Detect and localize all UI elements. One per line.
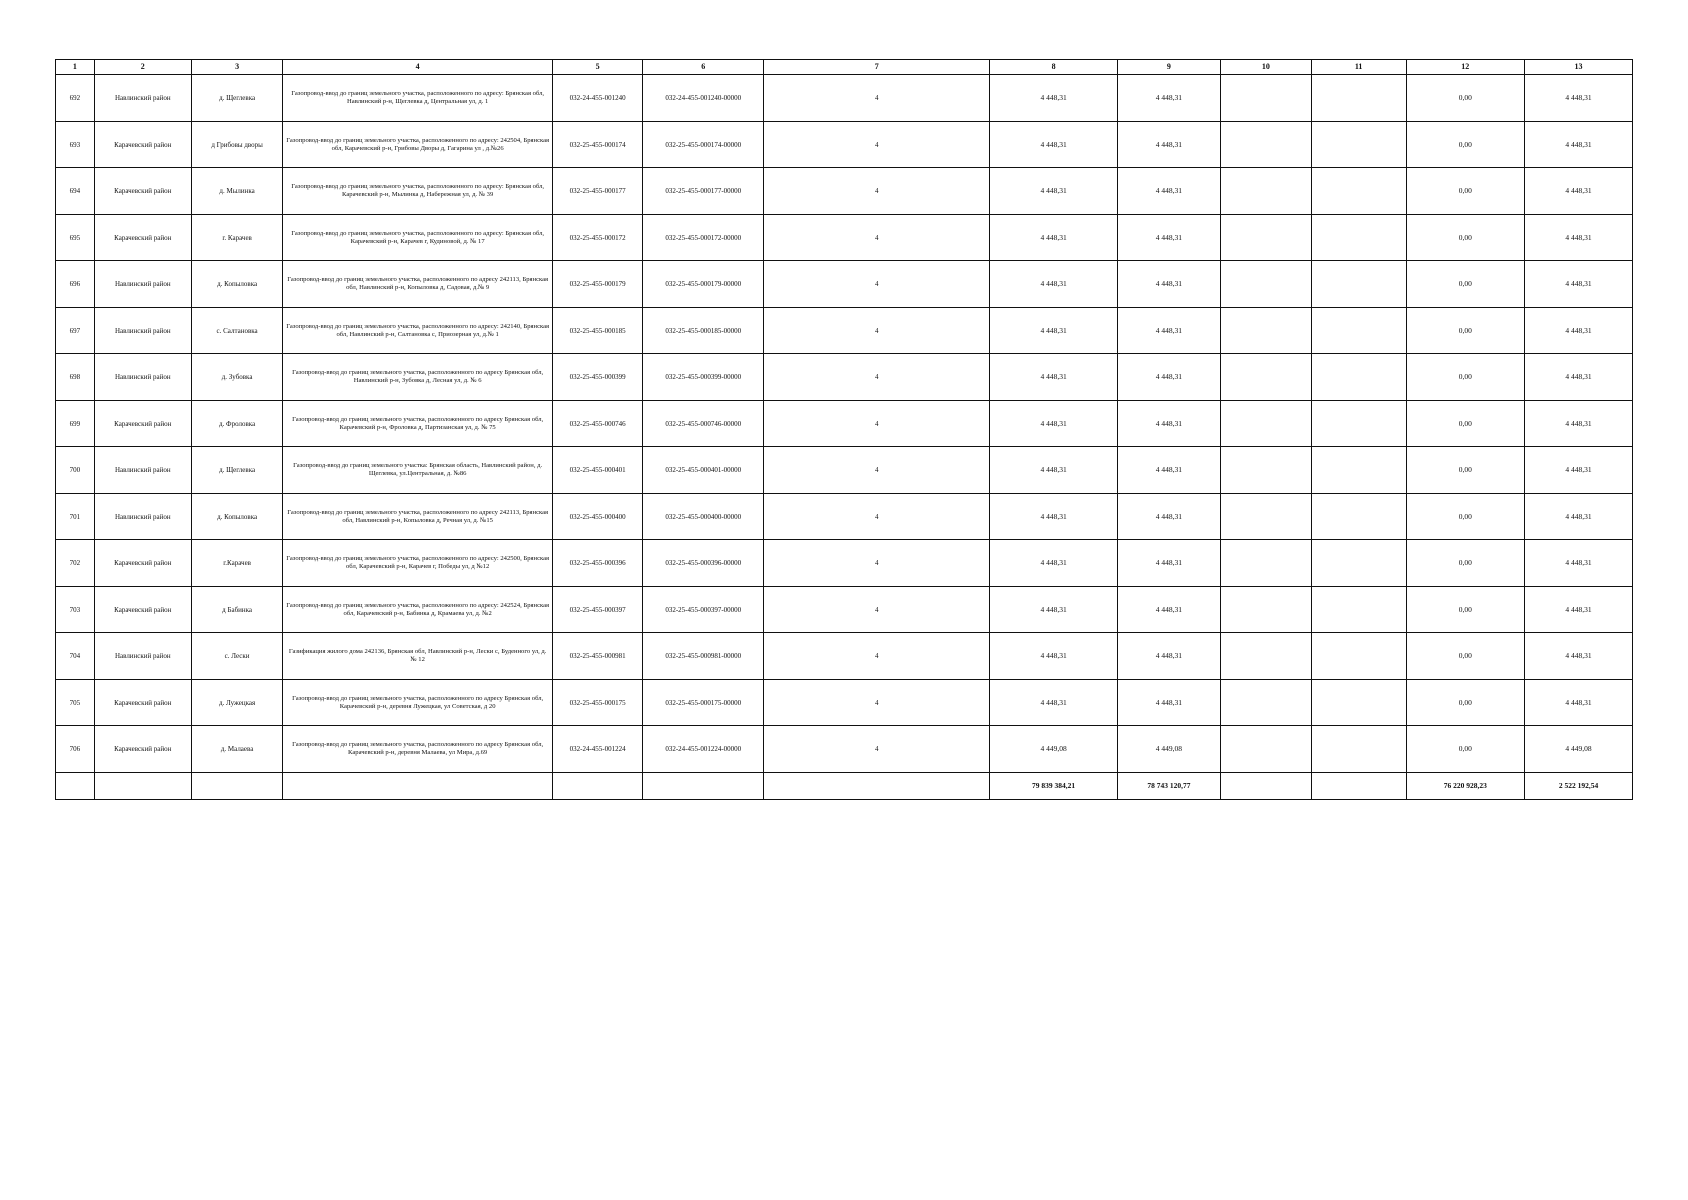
table-row <box>56 75 1633 122</box>
object-code-cell: 032-25-455-000746 <box>552 401 643 447</box>
locality-cell: г.Карачев <box>191 540 283 587</box>
category-cell: 4 <box>764 354 990 401</box>
value-col-11-cell <box>1311 308 1406 354</box>
column-header: 11 <box>1311 60 1406 75</box>
inventory-code-cell: 032-25-455-000399-00000 <box>643 354 764 401</box>
object-code-cell: 032-24-455-001224 <box>552 726 643 773</box>
value-col-11-cell <box>1311 447 1406 494</box>
column-header: 9 <box>1117 60 1220 75</box>
row-number-cell: 699 <box>56 401 95 447</box>
table-row <box>56 354 1633 401</box>
value-col-13-cell: 4 448,31 <box>1525 401 1633 447</box>
inventory-code-cell: 032-25-455-000174-00000 <box>643 122 764 168</box>
value-col-8-cell: 4 448,31 <box>990 587 1117 633</box>
value-col-9-cell: 4 448,31 <box>1117 354 1220 401</box>
value-col-13-cell: 4 449,08 <box>1525 726 1633 773</box>
district-cell: Карачевский район <box>94 215 191 261</box>
value-col-10-cell <box>1221 494 1312 540</box>
inventory-code-cell: 032-25-455-000177-00000 <box>643 168 764 215</box>
locality-cell: д. Зубовка <box>191 354 283 401</box>
locality-cell: д Грибовы дворы <box>191 122 283 168</box>
value-col-11-cell <box>1311 354 1406 401</box>
object-description-cell: Газопровод-ввод до границ земельного участка, расположенного по адресу: 242500, Брянская обл, Карачевский р-н, Карачев г, Победы ул, д №12 <box>283 540 552 587</box>
district-cell: Карачевский район <box>94 122 191 168</box>
row-number-cell: 700 <box>56 447 95 494</box>
value-col-9-cell: 4 448,31 <box>1117 633 1220 680</box>
total-cell <box>643 773 764 800</box>
row-number-cell: 704 <box>56 633 95 680</box>
table-row <box>56 215 1633 261</box>
value-col-11-cell <box>1311 540 1406 587</box>
value-col-9-cell: 4 449,08 <box>1117 726 1220 773</box>
object-description-cell: Газопровод-ввод до границ земельного участка, расположенного по адресу: Брянская обл, Карачевский р-н, Карачев г, Кудиновой, д. № 17 <box>283 215 552 261</box>
value-col-11-cell <box>1311 75 1406 122</box>
value-col-13-cell: 4 448,31 <box>1525 447 1633 494</box>
category-cell: 4 <box>764 168 990 215</box>
locality-cell: д. Лужецкая <box>191 680 283 726</box>
inventory-code-cell: 032-25-455-000396-00000 <box>643 540 764 587</box>
locality-cell: г. Карачев <box>191 215 283 261</box>
row-number-cell: 702 <box>56 540 95 587</box>
value-col-11-cell <box>1311 680 1406 726</box>
category-cell: 4 <box>764 447 990 494</box>
value-col-13-cell: 4 448,31 <box>1525 75 1633 122</box>
category-cell: 4 <box>764 680 990 726</box>
value-col-9-cell: 4 448,31 <box>1117 168 1220 215</box>
value-col-10-cell <box>1221 587 1312 633</box>
document-sheet <box>55 59 1633 800</box>
value-col-13-cell: 4 448,31 <box>1525 540 1633 587</box>
inventory-code-cell: 032-25-455-000400-00000 <box>643 494 764 540</box>
value-col-11-cell <box>1311 261 1406 308</box>
row-number-cell: 694 <box>56 168 95 215</box>
value-col-10-cell <box>1221 168 1312 215</box>
column-header: 1 <box>56 60 95 75</box>
value-col-9-cell: 4 448,31 <box>1117 215 1220 261</box>
inventory-code-cell: 032-25-455-000185-00000 <box>643 308 764 354</box>
value-col-13-cell: 4 448,31 <box>1525 354 1633 401</box>
object-description-cell: Газопровод-ввод до границ земельного участка, расположенного по адресу: Брянская обл, Навлинский р-н, Щеглевка д, Центральная ул, д. 1 <box>283 75 552 122</box>
column-header: 7 <box>764 60 990 75</box>
value-col-13-cell: 4 448,31 <box>1525 122 1633 168</box>
object-description-cell: Газопровод-ввод до границ земельного участка: Брянская область, Навлинский район, д. Щеглевка, ул.Центральная, д. №86 <box>283 447 552 494</box>
value-col-12-cell: 0,00 <box>1406 401 1525 447</box>
value-col-12-cell: 0,00 <box>1406 308 1525 354</box>
value-col-10-cell <box>1221 308 1312 354</box>
total-cell <box>764 773 990 800</box>
data-table <box>55 59 1633 800</box>
row-number-cell: 697 <box>56 308 95 354</box>
total-cell: 76 220 928,23 <box>1406 773 1525 800</box>
value-col-10-cell <box>1221 726 1312 773</box>
value-col-13-cell: 4 448,31 <box>1525 261 1633 308</box>
category-cell: 4 <box>764 215 990 261</box>
column-header: 4 <box>283 60 552 75</box>
value-col-10-cell <box>1221 215 1312 261</box>
district-cell: Карачевский район <box>94 540 191 587</box>
object-description-cell: Газопровод-ввод до границ земельного участка, расположенного по адресу 242113, Брянская обл, Навлинский р-н, Копыловка д, Речная ул, д. №15 <box>283 494 552 540</box>
object-description-cell: Газопровод-ввод до границ земельного участка, расположенного по адресу: Брянская обл, Карачевский р-н, Мылинка д, Набережная ул, д. № 39 <box>283 168 552 215</box>
object-description-cell: Газопровод-ввод до границ земельного участка, расположенного по адресу: 242140, Брянская обл, Навлинский р-н, Салтановка с, Приозерная ул, д.№ 1 <box>283 308 552 354</box>
value-col-13-cell: 4 448,31 <box>1525 215 1633 261</box>
value-col-13-cell: 4 448,31 <box>1525 308 1633 354</box>
object-code-cell: 032-25-455-000175 <box>552 680 643 726</box>
object-code-cell: 032-25-455-000179 <box>552 261 643 308</box>
value-col-8-cell: 4 448,31 <box>990 215 1117 261</box>
value-col-9-cell: 4 448,31 <box>1117 587 1220 633</box>
district-cell: Навлинский район <box>94 75 191 122</box>
value-col-9-cell: 4 448,31 <box>1117 540 1220 587</box>
value-col-8-cell: 4 448,31 <box>990 540 1117 587</box>
value-col-11-cell <box>1311 494 1406 540</box>
locality-cell: д. Щеглевка <box>191 447 283 494</box>
value-col-8-cell: 4 448,31 <box>990 447 1117 494</box>
row-number-cell: 692 <box>56 75 95 122</box>
object-code-cell: 032-24-455-001240 <box>552 75 643 122</box>
value-col-12-cell: 0,00 <box>1406 494 1525 540</box>
total-cell <box>191 773 283 800</box>
column-header: 5 <box>552 60 643 75</box>
total-cell <box>552 773 643 800</box>
value-col-10-cell <box>1221 447 1312 494</box>
value-col-12-cell: 0,00 <box>1406 168 1525 215</box>
value-col-9-cell: 4 448,31 <box>1117 75 1220 122</box>
value-col-9-cell: 4 448,31 <box>1117 401 1220 447</box>
value-col-8-cell: 4 448,31 <box>990 122 1117 168</box>
value-col-12-cell: 0,00 <box>1406 261 1525 308</box>
value-col-9-cell: 4 448,31 <box>1117 680 1220 726</box>
value-col-8-cell: 4 448,31 <box>990 168 1117 215</box>
locality-cell: д. Копыловка <box>191 261 283 308</box>
locality-cell: д. Копыловка <box>191 494 283 540</box>
category-cell: 4 <box>764 122 990 168</box>
district-cell: Навлинский район <box>94 633 191 680</box>
value-col-10-cell <box>1221 354 1312 401</box>
inventory-code-cell: 032-24-455-001240-00000 <box>643 75 764 122</box>
table-row <box>56 308 1633 354</box>
column-header: 12 <box>1406 60 1525 75</box>
object-description-cell: Газификация жилого дома 242136, Брянская обл, Навлинский р-н, Лески с, Буденного ул, д. № 12 <box>283 633 552 680</box>
value-col-11-cell <box>1311 215 1406 261</box>
inventory-code-cell: 032-25-455-000401-00000 <box>643 447 764 494</box>
value-col-10-cell <box>1221 401 1312 447</box>
locality-cell: д. Фроловка <box>191 401 283 447</box>
category-cell: 4 <box>764 308 990 354</box>
table-row <box>56 540 1633 587</box>
object-description-cell: Газопровод-ввод до границ земельного участка, расположенного по адресу Брянская обл, Карачевский р-н, деревня Лужецкая, ул Советская, д 20 <box>283 680 552 726</box>
inventory-code-cell: 032-25-455-000981-00000 <box>643 633 764 680</box>
table-row <box>56 633 1633 680</box>
inventory-code-cell: 032-25-455-000179-00000 <box>643 261 764 308</box>
column-header: 10 <box>1221 60 1312 75</box>
table-row <box>56 122 1633 168</box>
value-col-12-cell: 0,00 <box>1406 122 1525 168</box>
locality-cell: д. Мылинка <box>191 168 283 215</box>
row-number-cell: 698 <box>56 354 95 401</box>
value-col-13-cell: 4 448,31 <box>1525 680 1633 726</box>
total-cell <box>94 773 191 800</box>
value-col-8-cell: 4 448,31 <box>990 633 1117 680</box>
value-col-13-cell: 4 448,31 <box>1525 633 1633 680</box>
value-col-11-cell <box>1311 726 1406 773</box>
value-col-9-cell: 4 448,31 <box>1117 261 1220 308</box>
value-col-12-cell: 0,00 <box>1406 447 1525 494</box>
row-number-cell: 696 <box>56 261 95 308</box>
column-header: 8 <box>990 60 1117 75</box>
object-code-cell: 032-25-455-000174 <box>552 122 643 168</box>
value-col-8-cell: 4 448,31 <box>990 401 1117 447</box>
object-code-cell: 032-25-455-000981 <box>552 633 643 680</box>
object-code-cell: 032-25-455-000400 <box>552 494 643 540</box>
value-col-12-cell: 0,00 <box>1406 540 1525 587</box>
column-header: 2 <box>94 60 191 75</box>
category-cell: 4 <box>764 726 990 773</box>
object-description-cell: Газопровод-ввод до границ земельного участка, расположенного по адресу: 242504, Брянская обл, Карачевский р-н, Грибовы Дворы д, Гагарина ул , д.№26 <box>283 122 552 168</box>
inventory-code-cell: 032-25-455-000172-00000 <box>643 215 764 261</box>
value-col-9-cell: 4 448,31 <box>1117 494 1220 540</box>
district-cell: Навлинский район <box>94 354 191 401</box>
value-col-8-cell: 4 448,31 <box>990 494 1117 540</box>
district-cell: Карачевский район <box>94 587 191 633</box>
value-col-11-cell <box>1311 633 1406 680</box>
object-description-cell: Газопровод-ввод до границ земельного участка, расположенного по адресу 242113, Брянская обл, Навлинский р-н, Копыловка д, Садовая, д.№ 9 <box>283 261 552 308</box>
value-col-11-cell <box>1311 122 1406 168</box>
category-cell: 4 <box>764 261 990 308</box>
value-col-11-cell <box>1311 587 1406 633</box>
inventory-code-cell: 032-25-455-000397-00000 <box>643 587 764 633</box>
category-cell: 4 <box>764 401 990 447</box>
object-code-cell: 032-25-455-000399 <box>552 354 643 401</box>
locality-cell: с. Салтановка <box>191 308 283 354</box>
inventory-code-cell: 032-24-455-001224-00000 <box>643 726 764 773</box>
value-col-8-cell: 4 448,31 <box>990 75 1117 122</box>
district-cell: Навлинский район <box>94 308 191 354</box>
value-col-12-cell: 0,00 <box>1406 75 1525 122</box>
row-number-cell: 706 <box>56 726 95 773</box>
row-number-cell: 695 <box>56 215 95 261</box>
district-cell: Навлинский район <box>94 447 191 494</box>
value-col-8-cell: 4 448,31 <box>990 261 1117 308</box>
value-col-12-cell: 0,00 <box>1406 726 1525 773</box>
row-number-cell: 703 <box>56 587 95 633</box>
total-cell: 79 839 384,21 <box>990 773 1117 800</box>
table-row <box>56 726 1633 773</box>
district-cell: Карачевский район <box>94 726 191 773</box>
value-col-9-cell: 4 448,31 <box>1117 122 1220 168</box>
inventory-code-cell: 032-25-455-000175-00000 <box>643 680 764 726</box>
value-col-10-cell <box>1221 540 1312 587</box>
district-cell: Навлинский район <box>94 494 191 540</box>
locality-cell: д. Щеглевка <box>191 75 283 122</box>
object-code-cell: 032-25-455-000172 <box>552 215 643 261</box>
value-col-8-cell: 4 448,31 <box>990 354 1117 401</box>
table-row <box>56 168 1633 215</box>
category-cell: 4 <box>764 540 990 587</box>
value-col-11-cell <box>1311 401 1406 447</box>
value-col-13-cell: 4 448,31 <box>1525 587 1633 633</box>
table-footer <box>56 773 1633 800</box>
inventory-code-cell: 032-25-455-000746-00000 <box>643 401 764 447</box>
value-col-10-cell <box>1221 261 1312 308</box>
value-col-10-cell <box>1221 122 1312 168</box>
district-cell: Навлинский район <box>94 261 191 308</box>
table-row <box>56 494 1633 540</box>
object-code-cell: 032-25-455-000177 <box>552 168 643 215</box>
category-cell: 4 <box>764 633 990 680</box>
category-cell: 4 <box>764 587 990 633</box>
locality-cell: д Бабинка <box>191 587 283 633</box>
value-col-13-cell: 4 448,31 <box>1525 494 1633 540</box>
category-cell: 4 <box>764 75 990 122</box>
table-header <box>56 60 1633 75</box>
row-number-cell: 701 <box>56 494 95 540</box>
column-header: 13 <box>1525 60 1633 75</box>
value-col-12-cell: 0,00 <box>1406 680 1525 726</box>
value-col-13-cell: 4 448,31 <box>1525 168 1633 215</box>
header-row <box>56 60 1633 75</box>
table-row <box>56 587 1633 633</box>
object-code-cell: 032-25-455-000185 <box>552 308 643 354</box>
table-row <box>56 447 1633 494</box>
totals-row <box>56 773 1633 800</box>
object-code-cell: 032-25-455-000397 <box>552 587 643 633</box>
table-row <box>56 261 1633 308</box>
row-number-cell: 705 <box>56 680 95 726</box>
total-cell: 2 522 192,54 <box>1525 773 1633 800</box>
value-col-10-cell <box>1221 680 1312 726</box>
value-col-12-cell: 0,00 <box>1406 633 1525 680</box>
object-description-cell: Газопровод-ввод до границ земельного участка, расположенного по адресу: 242524, Брянская обл, Карачевский р-н, Бабинка д, Крамаева ул, д. №2 <box>283 587 552 633</box>
total-cell <box>283 773 552 800</box>
total-cell <box>1311 773 1406 800</box>
object-description-cell: Газопровод-ввод до границ земельного участка, расположенного по адресу Брянская обл, Навлинский р-н, Зубовка д, Лесная ул, д. № 6 <box>283 354 552 401</box>
table-body <box>56 75 1633 773</box>
locality-cell: с. Лески <box>191 633 283 680</box>
district-cell: Карачевский район <box>94 168 191 215</box>
value-col-11-cell <box>1311 168 1406 215</box>
object-code-cell: 032-25-455-000396 <box>552 540 643 587</box>
total-cell: 78 743 120,77 <box>1117 773 1220 800</box>
district-cell: Карачевский район <box>94 680 191 726</box>
value-col-12-cell: 0,00 <box>1406 215 1525 261</box>
value-col-8-cell: 4 449,08 <box>990 726 1117 773</box>
object-description-cell: Газопровод-ввод до границ земельного участка, расположенного по адресу Брянская обл, Карачевский р-н, Фроловка д, Партизанская ул, д. № 75 <box>283 401 552 447</box>
column-header: 6 <box>643 60 764 75</box>
total-cell <box>56 773 95 800</box>
table-row <box>56 401 1633 447</box>
value-col-12-cell: 0,00 <box>1406 354 1525 401</box>
district-cell: Карачевский район <box>94 401 191 447</box>
value-col-8-cell: 4 448,31 <box>990 308 1117 354</box>
value-col-9-cell: 4 448,31 <box>1117 447 1220 494</box>
value-col-8-cell: 4 448,31 <box>990 680 1117 726</box>
value-col-10-cell <box>1221 75 1312 122</box>
value-col-9-cell: 4 448,31 <box>1117 308 1220 354</box>
category-cell: 4 <box>764 494 990 540</box>
total-cell <box>1221 773 1312 800</box>
value-col-10-cell <box>1221 633 1312 680</box>
column-header: 3 <box>191 60 283 75</box>
table-row <box>56 680 1633 726</box>
value-col-12-cell: 0,00 <box>1406 587 1525 633</box>
object-description-cell: Газопровод-ввод до границ земельного участка, расположенного по адресу Брянская обл, Карачевский р-н, деревня Малаева, ул Мира, д.69 <box>283 726 552 773</box>
locality-cell: д. Малаева <box>191 726 283 773</box>
row-number-cell: 693 <box>56 122 95 168</box>
object-code-cell: 032-25-455-000401 <box>552 447 643 494</box>
